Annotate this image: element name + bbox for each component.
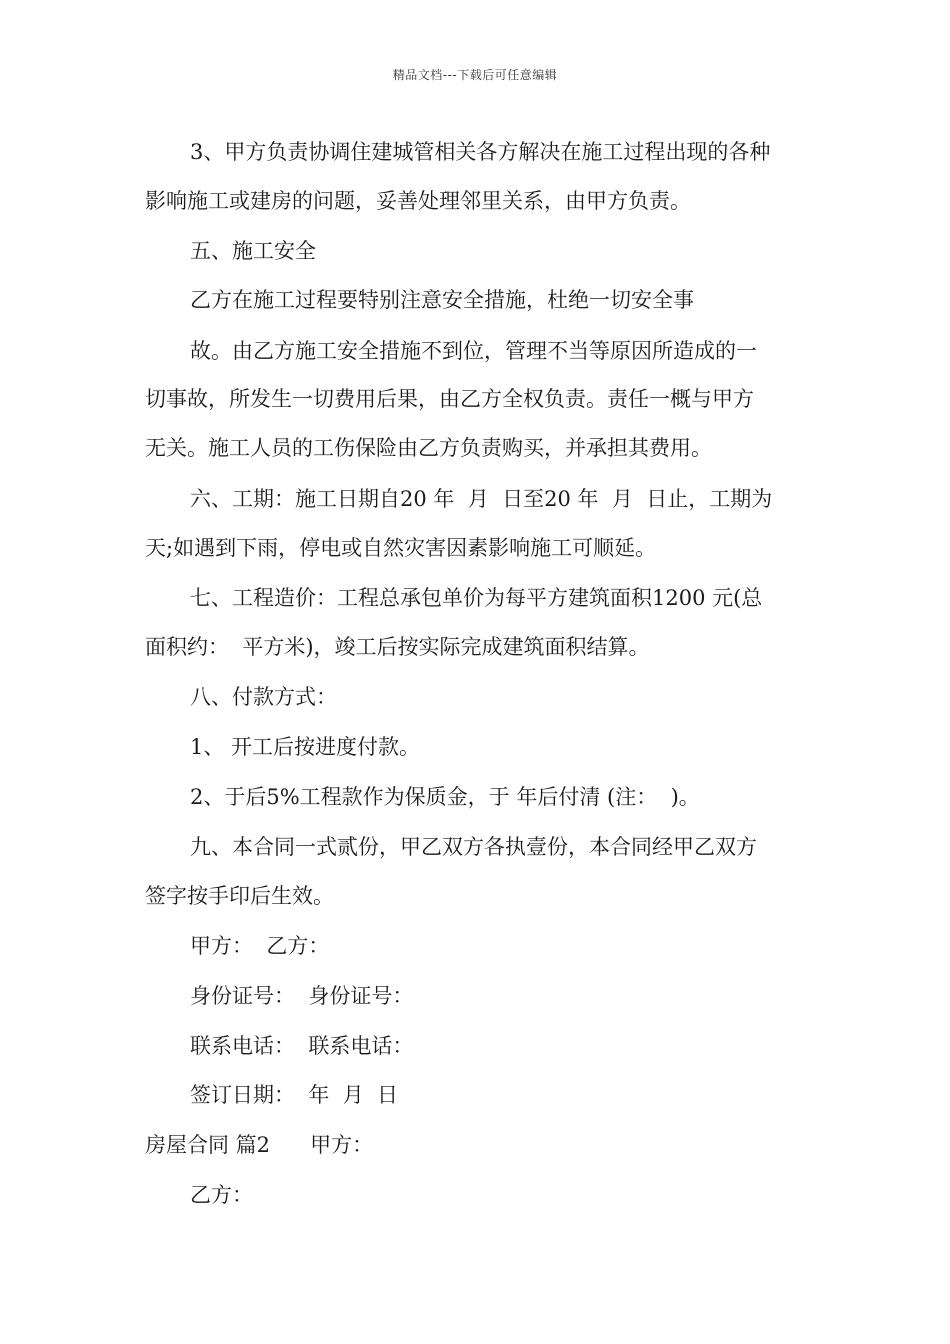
paragraph-line: 身份证号： 身份证号： (190, 984, 414, 1008)
paragraph-line: 五、施工安全 (190, 239, 316, 263)
paragraph-line: 面积约： 平方米)，竣工后按实际完成建筑面积结算。 (145, 635, 650, 659)
paragraph-line: 3、甲方负责协调住建城管相关各方解决在施工过程出现的各种 (190, 140, 771, 164)
paragraph-line: 2、于后5%工程款作为保质金，于 年后付清 (注： )。 (190, 785, 700, 809)
paragraph-line: 天;如遇到下雨，停电或自然灾害因素影响施工可顺延。 (145, 536, 657, 560)
paragraph-line: 故。由乙方施工安全措施不到位，管理不当等原因所造成的一 (190, 339, 757, 363)
paragraph-line: 无关。施工人员的工伤保险由乙方负责购买，并承担其费用。 (145, 436, 712, 460)
paragraph-line: 甲方： 乙方： (190, 934, 330, 958)
paragraph-line: 影响施工或建房的问题，妥善处理邻里关系，由甲方负责。 (145, 189, 691, 213)
paragraph-line: 六、工期：施工日期自20 年 月 日至20 年 月 日止，工期为 (190, 487, 773, 511)
paragraph-line: 签字按手印后生效。 (145, 884, 334, 908)
page-header: 精品文档---下载后可任意编辑 (392, 68, 558, 82)
paragraph-line: 签订日期： 年 月 日 (190, 1083, 399, 1107)
paragraph-line: 切事故，所发生一切费用后果，由乙方全权负责。责任一概与甲方 (145, 387, 754, 411)
paragraph-line: 八、付款方式： (190, 685, 337, 709)
paragraph-line: 房屋合同 篇2 甲方： (145, 1133, 374, 1157)
paragraph-line: 1、 开工后按进度付款。 (190, 735, 421, 759)
paragraph-line: 九、本合同一式贰份，甲乙双方各执壹份，本合同经甲乙双方 (190, 835, 757, 859)
paragraph-line: 七、工程造价：工程总承包单价为每平方建筑面积1200 元(总 (190, 586, 763, 610)
paragraph-line: 乙方： (190, 1183, 253, 1207)
paragraph-line: 乙方在施工过程要特别注意安全措施，杜绝一切安全事 (190, 288, 694, 312)
paragraph-line: 联系电话： 联系电话： (190, 1034, 414, 1058)
